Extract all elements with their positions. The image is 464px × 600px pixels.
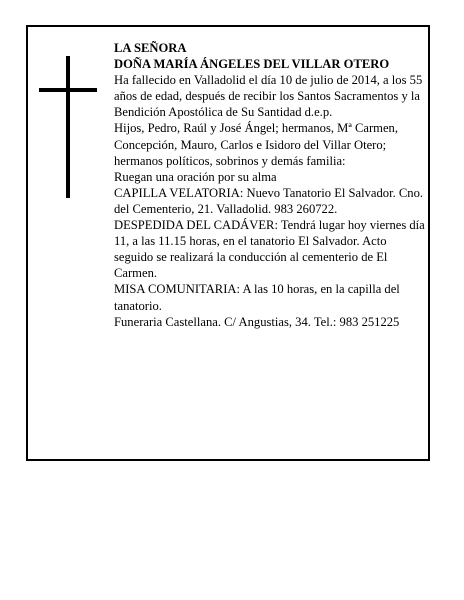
funeral-home-paragraph: Funeraria Castellana. C/ Angustias, 34. Tel.: 983 251225 [114, 314, 400, 329]
obituary-notice [26, 25, 430, 461]
cross-vertical-bar [66, 56, 70, 198]
mass-paragraph: MISA COMUNITARIA: A las 10 horas, en la capilla del tanatorio. [114, 282, 400, 313]
cross-icon [39, 56, 97, 198]
family-paragraph: Hijos, Pedro, Raúl y José Ángel; hermanos, Mª Carmen, Concepción, Mauro, Carlos e Isidoro del Villar Otero; hermanos políticos, sobrinos y demás familia: [114, 121, 398, 168]
obituary-text [114, 40, 426, 330]
death-notice-paragraph: Ha fallecido en Valladolid el día 10 de julio de 2014, a los 55 años de edad, después de recibir los Santos Sacramentos y la Bendición Apostólica de Su Santidad d.e.p. [114, 73, 423, 120]
farewell-paragraph: DESPEDIDA DEL CADÁVER: Tendrá lugar hoy viernes día 11, a las 11.15 horas, en el tanatorio El Salvador. Acto seguido se realizará la conducción al cementerio de El Carmen. [114, 218, 425, 281]
deceased-name: DOÑA MARÍA ÁNGELES DEL VILLAR OTERO [114, 57, 390, 72]
prayer-request: Ruegan una oración por su alma [114, 169, 277, 184]
title-line: LA SEÑORA [114, 41, 187, 55]
cross-horizontal-bar [39, 88, 97, 92]
chapel-paragraph: CAPILLA VELATORIA: Nuevo Tanatorio El Salvador. Cno. del Cementerio, 21. Valladolid. 983 260722. [114, 185, 424, 216]
